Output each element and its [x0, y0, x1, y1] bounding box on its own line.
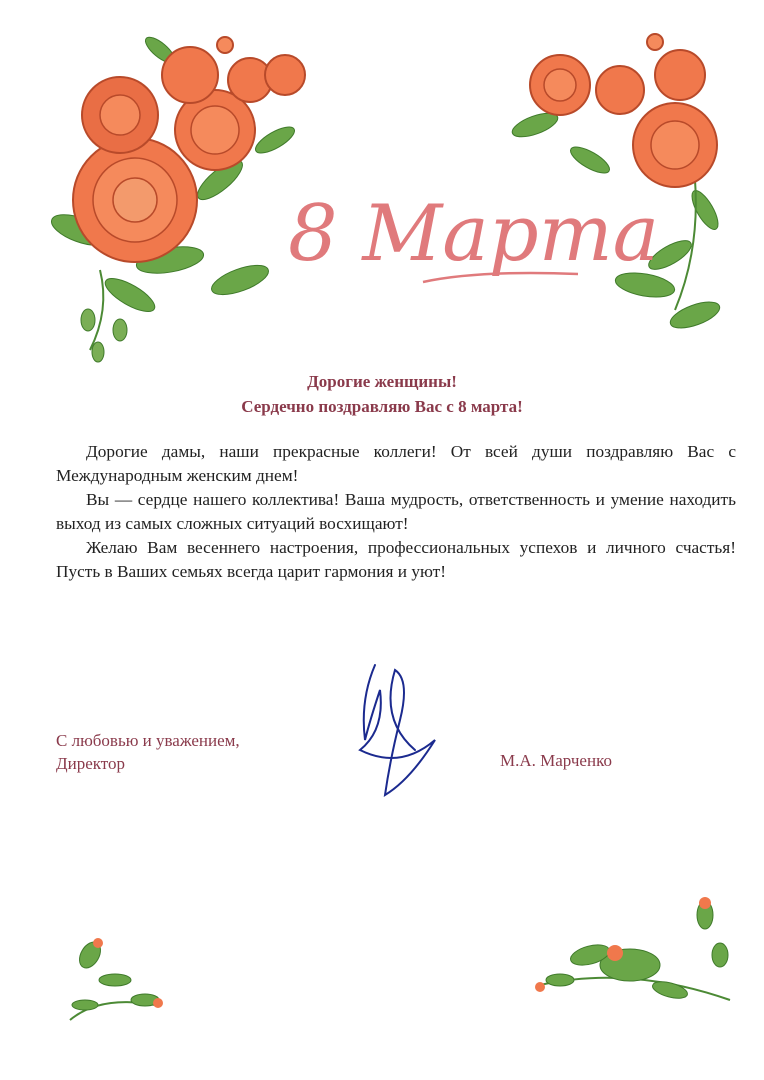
- handwritten-signature: [340, 660, 450, 800]
- closing-line-1: С любовью и уважением,: [56, 731, 240, 750]
- letter-body: [56, 440, 736, 584]
- body-paragraph: Вы — сердце нашего коллектива! Ваша мудрость, ответственность и умение находить выход из самых сложных ситуаций восхищают!: [56, 490, 736, 533]
- rose-buds-bottom-left-illustration: [60, 935, 170, 1025]
- rose-buds-bottom-right-illustration: [520, 895, 740, 1015]
- body-paragraph: Дорогие дамы, наши прекрасные коллеги! От всей души поздравляю Вас с Международным женским днем!: [56, 442, 736, 485]
- closing-block: [56, 729, 240, 775]
- title-text: 8 Марта: [288, 189, 660, 279]
- title-graphic: [278, 170, 660, 300]
- roses-top-left-illustration: [40, 30, 300, 370]
- roses: [530, 34, 717, 187]
- greeting-line-2: Сердечно поздравляю Вас с 8 марта!: [241, 397, 523, 416]
- body-paragraph: Желаю Вам весеннего настроения, профессиональных успехов и личного счастья! Пусть в Ваших семьях всегда царит гармония и уют!: [56, 538, 736, 581]
- greeting-line-1: Дорогие женщины!: [307, 372, 457, 391]
- signatory-name: М.А. Марченко: [500, 751, 612, 770]
- rose-buds: [81, 309, 127, 362]
- closing-line-2: Директор: [56, 754, 125, 773]
